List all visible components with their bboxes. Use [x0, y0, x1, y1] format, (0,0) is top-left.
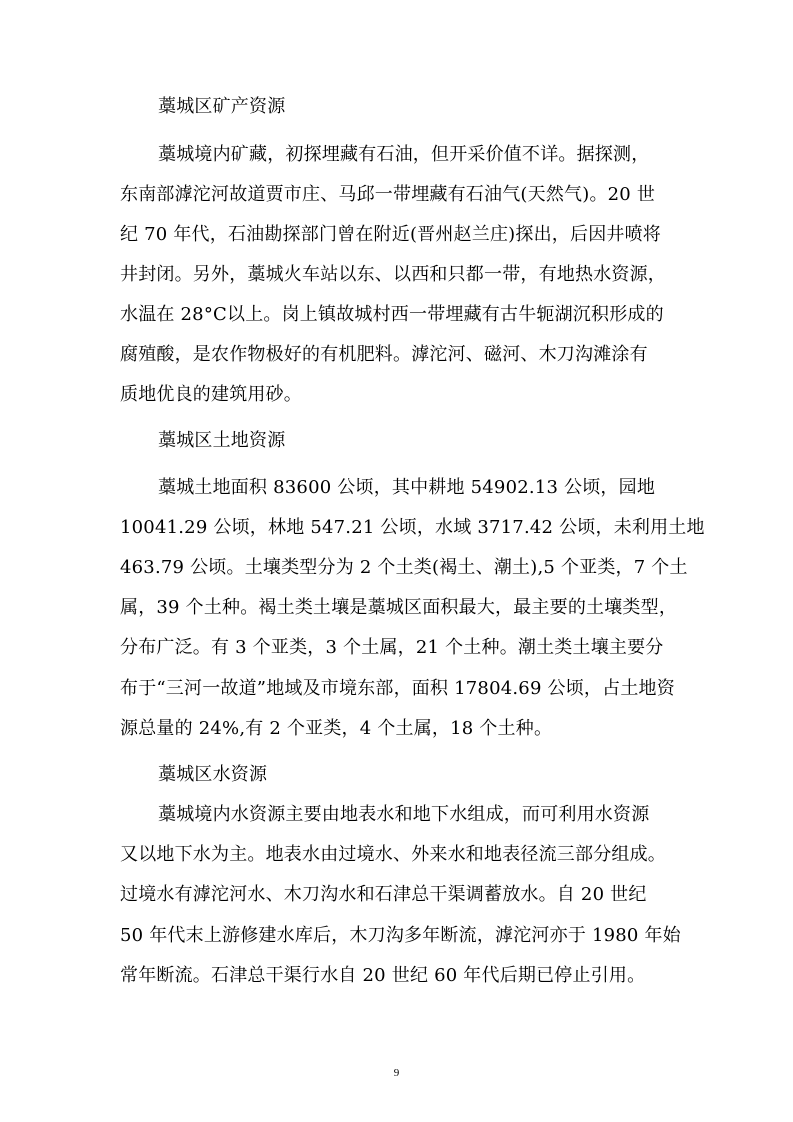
- paragraph-line: 藁城境内水资源主要由地表水和地下水组成，而可利用水资源: [158, 804, 650, 825]
- section-heading-land: 藁城区土地资源: [158, 430, 286, 451]
- paragraph-line: 藁城土地面积 83600 公顷，其中耕地 54902.13 公顷，园地: [158, 477, 656, 498]
- paragraph-line: 又以地下水为主。地表水由过境水、外来水和地表径流三部分组成。: [120, 844, 666, 865]
- paragraph-line: 纪 70 年代，石油勘探部门曾在附近(晋州赵兰庄)探出，后因井喷将: [120, 224, 661, 245]
- paragraph-line: 腐殖酸，是农作物极好的有机肥料。滹沱河、磁河、木刀沟滩涂有: [120, 344, 648, 365]
- section-heading-mineral: 藁城区矿产资源: [158, 96, 286, 117]
- paragraph-line: 布于“三河一故道”地域及市境东部，面积 17804.69 公顷，占土地资: [120, 678, 675, 699]
- paragraph-line: 过境水有滹沱河水、木刀沟水和石津总干渠调蓄放水。自 20 世纪: [120, 884, 647, 905]
- paragraph-line: 藁城境内矿藏，初探埋藏有石油，但开采价值不详。据探测，: [158, 144, 650, 165]
- paragraph-line: 井封闭。另外，藁城火车站以东、以西和只都一带，有地热水资源，: [120, 264, 666, 285]
- paragraph-line: 质地优良的建筑用砂。: [120, 384, 302, 405]
- paragraph-line: 常年断流。石津总干渠行水自 20 世纪 60 年代后期已停止引用。: [120, 965, 646, 986]
- paragraph-line: 50 年代末上游修建水库后，木刀沟多年断流，滹沱河亦于 1980 年始: [120, 925, 681, 946]
- page-number: 9: [393, 1067, 400, 1079]
- paragraph-line: 分布广泛。有 3 个亚类，3 个土属，21 个土种。潮土类土壤主要分: [120, 637, 664, 658]
- paragraph-line: 源总量的 24%,有 2 个亚类，4 个土属，18 个土种。: [120, 718, 553, 739]
- paragraph-line: 属，39 个土种。褐土类土壤是藁城区面积最大，最主要的土壤类型，: [120, 597, 678, 618]
- paragraph-line: 水温在 28°C以上。岗上镇故城村西一带埋藏有古牛轭湖沉积形成的: [120, 304, 664, 325]
- section-heading-water: 藁城区水资源: [158, 764, 268, 785]
- paragraph-line: 10041.29 公顷，林地 547.21 公顷，水域 3717.42 公顷，未利用土地: [120, 517, 705, 538]
- paragraph-line: 463.79 公顷。土壤类型分为 2 个土类(褐土、潮土),5 个亚类，7 个土: [120, 557, 688, 578]
- paragraph-line: 东南部滹沱河故道贾市庄、马邱一带埋藏有石油气(天然气)。20 世: [120, 184, 656, 205]
